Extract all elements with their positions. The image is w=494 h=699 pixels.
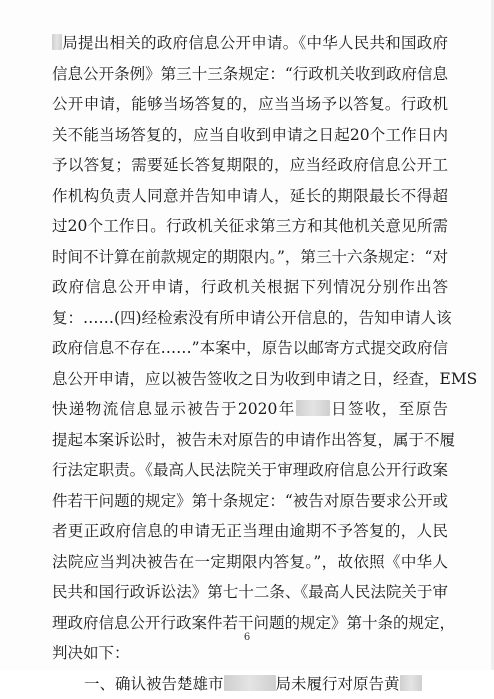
text-line: 快递物流信息显示被告于2020年 日签收，至原告: [52, 394, 448, 425]
text-line: 判决如下：: [52, 638, 448, 669]
text-line: 关不能当场答复的，应当自收到申请之日起20个工作日内: [52, 120, 448, 151]
redaction-block: [224, 675, 276, 691]
text-line: 法院应当判决被告在一定期限内答复。”，故依照《中华人: [52, 547, 448, 578]
text-line: 提起本案诉讼时，被告未对原告的申请作出答复，属于不履: [52, 425, 448, 456]
text-line: 局提出相关的政府信息公开申请。《中华人民共和国政府: [52, 28, 448, 59]
text-line: 予以答复；需要延长答复期限的，应当经政府信息公开工: [52, 150, 448, 181]
text-line: 民共和国行政诉讼法》第七十二条、《最高人民法院关于审: [52, 577, 448, 608]
text-line: 息公开申请，应以被告签收之日为收到申请之日，经查，EMS: [52, 364, 448, 395]
text-line: 复：……(四)经检索没有所申请公开信息的，告知申请人该: [52, 303, 448, 334]
redaction-block: [296, 400, 330, 416]
text-line: 者更正政府信息的申请无正当理由逾期不予答复的，人民: [52, 516, 448, 547]
text-line: 政府信息公开申请，行政机关根据下列情况分别作出答: [52, 272, 448, 303]
text-line: 过20个工作日。行政机关征求第三方和其他机关意见所需: [52, 211, 448, 242]
text-line: 件若干问题的规定》第十条规定：“被告对原告要求公开或: [52, 486, 448, 517]
redaction-block: [400, 675, 422, 691]
text-line: 政府信息不存在……”本案中，原告以邮寄方式提交政府信: [52, 333, 448, 364]
judgment-item-line: 一、确认被告楚雄市 局未履行对原告黄: [52, 669, 448, 699]
text-line: 行法定职责。《最高人民法院关于审理政府信息公开行政案: [52, 455, 448, 486]
text-line: 理政府信息公开行政案件若干问题的规定》第十条的规定，: [52, 608, 448, 639]
text-line: 信息公开条例》第三十三条规定：“行政机关收到政府信息: [52, 59, 448, 90]
document-body: [52, 28, 448, 699]
redaction-block: [52, 34, 62, 50]
text-line: 公开申请，能够当场答复的，应当当场予以答复。行政机: [52, 89, 448, 120]
text-line: 作机构负责人同意并告知申请人，延长的期限最长不得超: [52, 181, 448, 212]
text-line: 时间不计算在前款规定的期限内。”，第三十六条规定：“对: [52, 242, 448, 273]
page-number: 6: [0, 632, 494, 643]
